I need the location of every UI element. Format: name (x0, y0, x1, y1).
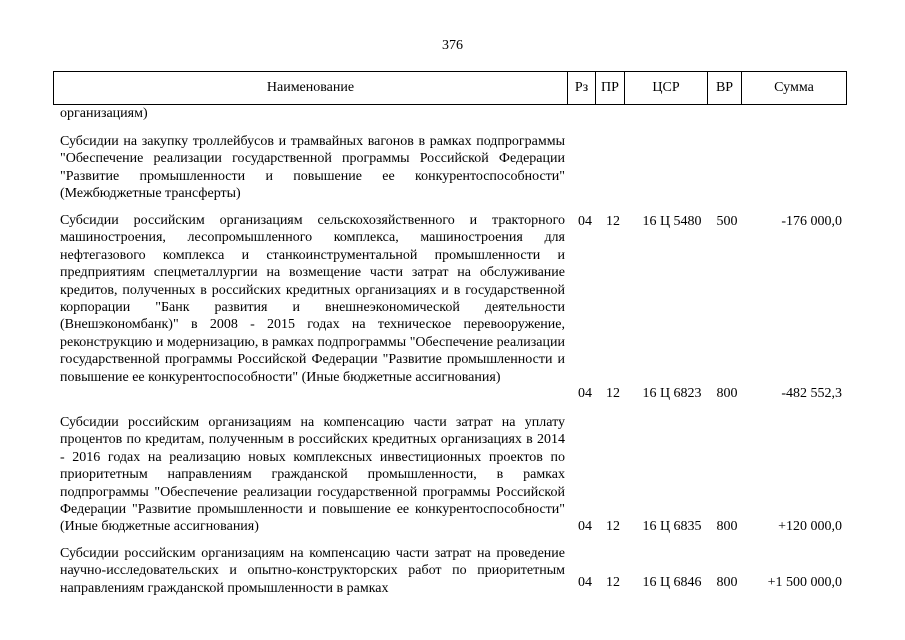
row-name: Субсидии российским организациям на компенсацию части затрат на проведение научно-исследовательских и опытно-конструкторских работ по приоритетным направлениям гражданской промышленности в рамках (60, 546, 565, 596)
column-header-pr: ПР (596, 72, 625, 105)
row-name: Субсидии российским организациям сельскохозяйственного и тракторного машиностроения, лесопромышленного комплекса, машиностроения для нефтегазового комплекса и станкоинструментальной промышленности и предприятиям спецметаллургии на возмещение части затрат на обслуживание кредитов, полученных в российских кредитных организациях и в государственной корпорации "Банк развития и внешнеэкономической деятельности (Внешэкономбанк)" в 2008 - 2015 годах на техническое перевооружение, реконструкцию и модернизацию, в рамках подпрограммы "Обеспечение реализации государственной программы Российской Федерации "Развитие промышленности и повышение ее конкурентоспособности" (Иные бюджетные ассигнования) (60, 213, 565, 385)
column-header-csr: ЦСР (625, 72, 708, 105)
column-header-name: Наименование (54, 72, 568, 105)
row-vr: 500 (716, 214, 738, 229)
row-csr: 16 Ц 5480 (642, 214, 702, 229)
row-vr: 800 (716, 386, 738, 401)
row-rz: 04 (578, 519, 592, 534)
row-vr: 800 (716, 575, 738, 590)
row-rz: 04 (578, 214, 592, 229)
row-vr: 800 (716, 519, 738, 534)
row-csr: 16 Ц 6846 (642, 575, 702, 590)
column-header-vr: ВР (708, 72, 742, 105)
row-pr: 12 (606, 214, 620, 229)
row-rz: 04 (578, 386, 592, 401)
row-rz: 04 (578, 575, 592, 590)
row-csr: 16 Ц 6823 (642, 386, 702, 401)
row-name: Субсидии российским организациям на компенсацию части затрат на уплату процентов по кредитам, полученным в российских кредитных организациях в 2014 - 2016 годах на реализацию новых комплексных инвестиционных проектов по приоритетным направлениям гражданской промышленности, в рамках подпрограммы "Обеспечение реализации государственной программы Российской Федерации "Развитие промышленности и повышение ее конкурентоспособности" (Иные бюджетные ассигнования) (60, 415, 565, 535)
column-header-rz: Рз (568, 72, 596, 105)
table-header-row (54, 72, 847, 105)
continuation-text: организациям) (60, 106, 148, 121)
row-sum: -176 000,0 (781, 214, 842, 229)
table-header (53, 71, 847, 105)
row-sum: +120 000,0 (778, 519, 842, 534)
row-sum: -482 552,3 (781, 386, 842, 401)
row-pr: 12 (606, 386, 620, 401)
page-number: 376 (442, 38, 463, 53)
row-pr: 12 (606, 575, 620, 590)
column-header-sum: Сумма (742, 72, 847, 105)
row-name: Субсидии на закупку троллейбусов и трамвайных вагонов в рамках подпрограммы "Обеспечение реализации государственной программы Российской Федерации "Развитие промышленности и повышение ее конкурентоспособности" (Межбюджетные трансферты) (60, 134, 565, 202)
row-csr: 16 Ц 6835 (642, 519, 702, 534)
row-pr: 12 (606, 519, 620, 534)
row-sum: +1 500 000,0 (767, 575, 842, 590)
